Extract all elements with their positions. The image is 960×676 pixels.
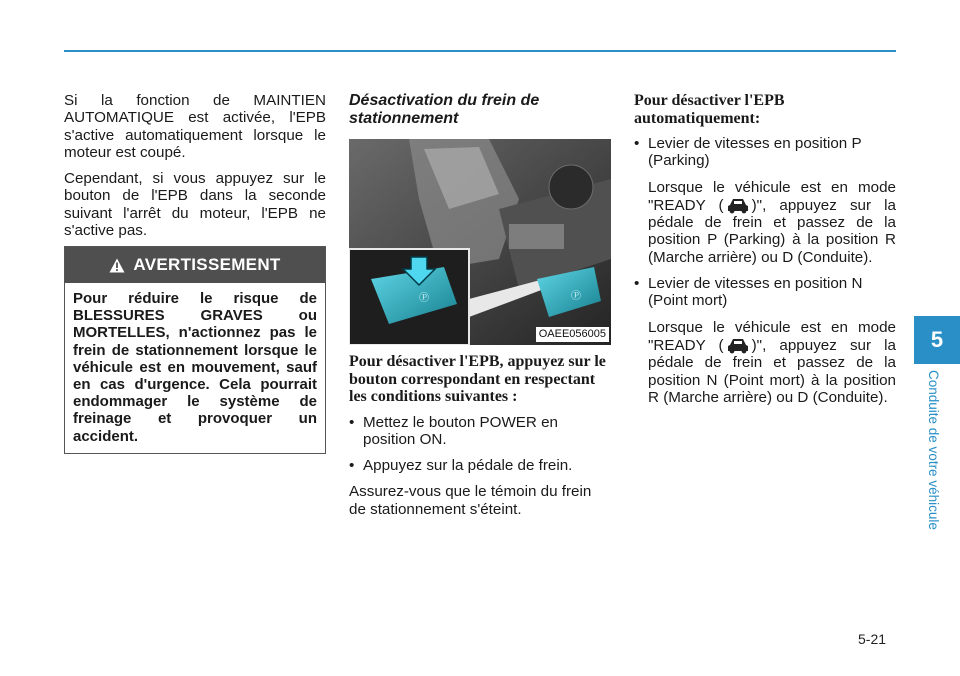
- warning-text: Pour réduire le risque de BLESSURES GRAVES ou MORTELLES, n'actionnez pas le frein de stationnement lorsque le véhicule est en mouvement, sauf en cas d'urgence. Cela pourrait endommager le système de freinage et provoquer un accident.: [73, 290, 317, 445]
- conditions-heading: Pour désactiver l'EPB, appuyez sur le bouton correspondant en respectant les conditions suivantes :: [349, 353, 606, 405]
- page-number: 5-21: [858, 631, 887, 647]
- epb-button-photo: [349, 139, 611, 345]
- ready-car-icon: [726, 196, 750, 214]
- column-right: [634, 92, 896, 415]
- warning-header: [65, 247, 325, 283]
- svg-text:Ⓟ: Ⓟ: [419, 293, 429, 304]
- text-segment: )", appuyez sur la pédale de frein et passez de la position P (Parking) à la position R (Marche arrière) ou D (Conduite).: [648, 196, 896, 266]
- console-illustration: [349, 139, 611, 345]
- list-item-park: • Levier de vitesses en position P (Parking): [634, 135, 896, 170]
- conditions-list: [349, 414, 611, 475]
- column-middle: [349, 92, 611, 527]
- text-segment: )", appuyez sur la pédale de frein et passez de la position N (Point mort) à la position R (Marche arrière) ou D (Conduite).: [648, 336, 896, 406]
- top-rule: [64, 50, 896, 52]
- paragraph-auto-hold: Si la fonction de MAINTIEN AUTOMATIQUE est activée, l'EPB s'active automatiquement lorsque le moteur est coupé.: [64, 92, 326, 161]
- paragraph-neutral: [634, 319, 896, 406]
- auto-release-list-2: [634, 275, 896, 310]
- chapter-title: Conduite de votre véhicule: [926, 370, 941, 530]
- paragraph-park: [634, 179, 896, 266]
- warning-title: AVERTISSEMENT: [133, 255, 281, 274]
- text-segment: Lorsque le véhicule est en mode "READY (: [648, 178, 896, 214]
- list-item: • Mettez le bouton POWER en position ON.: [349, 414, 611, 449]
- svg-text:Ⓟ: Ⓟ: [571, 291, 581, 302]
- paragraph-exception: Cependant, si vous appuyez sur le bouton de l'EPB dans la seconde suivant l'arrêt du moteur, l'EPB ne s'active pas.: [64, 170, 326, 240]
- warning-box: [64, 246, 326, 454]
- section-heading: Désactivation du frein de stationnement: [349, 92, 540, 127]
- column-left: [64, 92, 326, 248]
- chapter-tab: 5: [914, 316, 960, 364]
- auto-release-heading: Pour désactiver l'EPB automatiquement:: [634, 92, 785, 127]
- list-item-neutral: • Levier de vitesses en position N (Point mort): [634, 275, 896, 310]
- text-segment: Lorsque le véhicule est en mode "READY (: [648, 318, 896, 354]
- warning-triangle-icon: [109, 258, 125, 273]
- paragraph-confirm: Assurez-vous que le témoin du frein de stationnement s'éteint.: [349, 483, 592, 518]
- ready-car-icon: [726, 336, 750, 354]
- list-item: • Appuyez sur la pédale de frein.: [349, 457, 611, 474]
- photo-code: OAEE056005: [536, 327, 609, 342]
- auto-release-list: [634, 135, 896, 170]
